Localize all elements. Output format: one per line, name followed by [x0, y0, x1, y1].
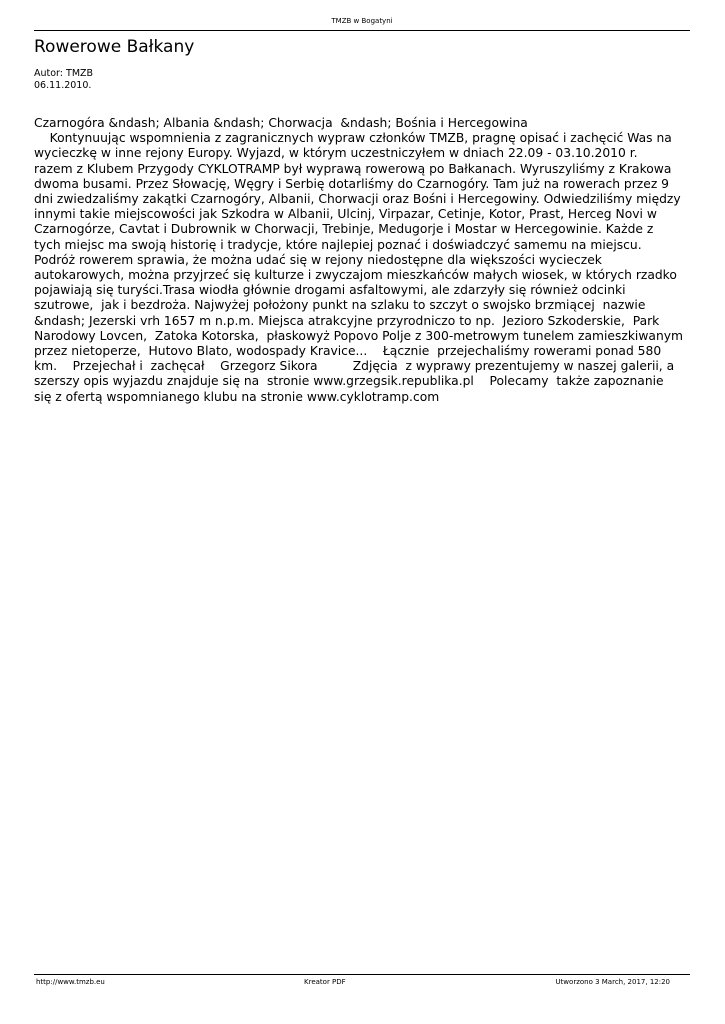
- body-line: szerszy opis wyjazdu znajduje się na stronie www.grzegsik.republika.pl Polecamy także zapoznanie: [34, 374, 664, 389]
- body-line: tych miejsc ma swoją historię i tradycje, które najlepiej poznać i doświadczyć samemu na miejscu.: [34, 237, 642, 252]
- body-line: Czarnogórze, Cavtat i Dubrownik w Chorwacji, Trebinje, Medugorje i Mostar w Hercegowinie. Każde z: [34, 222, 654, 237]
- body-line: szutrowe, jak i bezdroża. Najwyżej położony punkt na szlaku to szczyt o swojsko brzmiącej nazwie: [34, 298, 646, 313]
- site-name: TMZB w Bogatyni: [331, 17, 393, 25]
- body-line: km. Przejechał i zachęcał Grzegorz Sikora Zdjęcia z wyprawy prezentujemy w naszej galerii, a: [34, 359, 675, 374]
- body-line: pojawiają się turyści.Trasa wiodła głównie drogami asfaltowymi, ale zdarzyły się również odcinki: [34, 283, 626, 298]
- footer-created: Utworzono 3 March, 2017, 12:20: [555, 978, 670, 986]
- article-title: Rowerowe Bałkany: [34, 37, 195, 57]
- body-line: wycieczkę w inne rejony Europy. Wyjazd, w którym uczestniczyłem w dniach 22.09 - 03.10.2010 r.: [34, 146, 638, 161]
- page-footer: [34, 974, 690, 987]
- article-body: [34, 116, 694, 405]
- body-line: przez nietoperze, Hutovo Blato, wodospady Kravice... Łącznie przejechaliśmy rowerami ponad 580: [34, 344, 662, 359]
- footer-url[interactable]: http://www.tmzb.eu: [36, 978, 105, 986]
- body-line: autokarowych, można przyjrzeć się kulturze i zwyczajom mieszkańców małych wiosek, w których rzadko: [34, 268, 677, 283]
- author-line: Autor: TMZB: [34, 68, 94, 79]
- body-line: Czarnogóra &ndash; Albania &ndash; Chorwacja &ndash; Bośnia i Hercegowina: [34, 116, 528, 130]
- body-line: razem z Klubem Przygody CYKLOTRAMP był wyprawą rowerową po Bałkanach. Wyruszyliśmy z Krakowa: [34, 161, 672, 176]
- body-line: Narodowy Lovcen, Zatoka Kotorska, płaskowyż Popovo Polje z 300-metrowym tunelem zamieszkiwanym: [34, 328, 683, 343]
- body-line: &ndash; Jezerski vrh 1657 m n.p.m. Miejsca atrakcyjne przyrodniczo to np. Jezioro Szkoderskie, Park: [34, 313, 660, 328]
- footer-generator: Kreator PDF: [304, 978, 346, 986]
- body-line: dwoma busami. Przez Słowację, Węgry i Serbię dotarliśmy do Czarnogóry. Tam już na rowerach przez 9: [34, 176, 670, 191]
- body-line: innymi takie miejscowości jak Szkodra w Albanii, Ulcinj, Virpazar, Cetinje, Kotor, Prast, Herceg Novi w: [34, 207, 657, 222]
- page-header: [34, 16, 690, 31]
- article-date: 06.11.2010.: [34, 80, 92, 91]
- body-line: się z ofertą wspomnianego klubu na stronie www.cyklotramp.com: [34, 389, 440, 404]
- body-line: Podróż rowerem sprawia, że można udać się w rejony niedostępne dla większości wycieczek: [34, 252, 602, 267]
- body-line: Kontynuując wspomnienia z zagranicznych wypraw członków TMZB, pragnę opisać i zachęcić Was na: [34, 131, 672, 146]
- body-line: dni zwiedzaliśmy zakątki Czarnogóry, Albanii, Chorwacji oraz Bośni i Hercegowiny. Odwiedziliśmy między: [34, 192, 681, 207]
- article-meta: [34, 68, 93, 92]
